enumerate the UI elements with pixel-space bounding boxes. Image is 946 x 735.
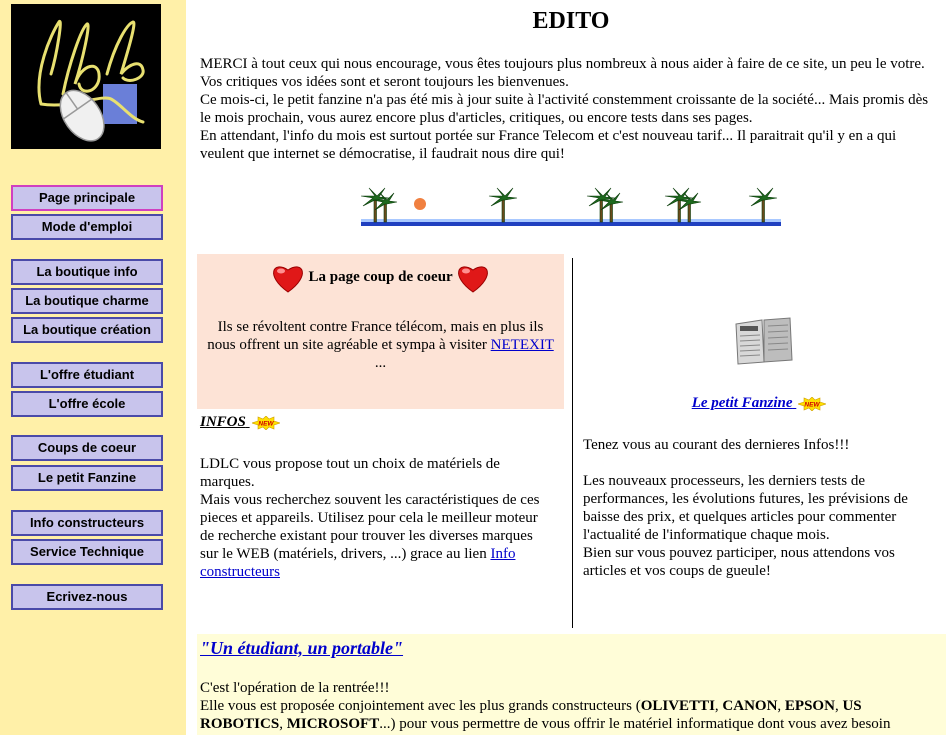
brand-olivetti: OLIVETTI <box>640 698 715 714</box>
palm-tree-banner <box>361 186 781 230</box>
coup-de-coeur-description: Ils se révoltent contre France télécom, mais en plus ils nous offrent un site agréable et sympa à visiter <box>207 319 544 353</box>
brand-epson: EPSON <box>784 698 835 714</box>
ldlc-logo[interactable] <box>11 4 161 149</box>
infos-heading <box>200 414 280 431</box>
nav-offre-ecole[interactable]: L'offre école <box>11 391 163 417</box>
fanzine-title: Le petit Fanzine <box>691 395 793 411</box>
nav-boutique-info[interactable]: La boutique info <box>11 259 163 285</box>
coup-de-coeur-text <box>205 318 556 372</box>
fanzine-paragraph-2: Les nouveaux processeurs, les derniers tests de performances, les évolutions futures, les prévisions de baisse des prix, et quelques articles pour commenter l'actualité de l'informatique chaque mois. <box>583 473 908 543</box>
edito-paragraph-3: En attendant, l'info du mois est surtout portée sur France Telecom et c'est nouveau tarif... Il paraitrait qu'il y en a qui veulent que internet se démocratise, il faudrait nous dire qui! <box>200 128 897 162</box>
etudiant-paragraph-2 <box>200 697 945 733</box>
heart-icon <box>271 262 305 294</box>
ellipsis-text: ... <box>374 355 387 371</box>
fanzine-paragraph-3: Bien sur vous pouvez participer, nous attendons vos articles et vos coups de gueule! <box>583 545 895 579</box>
nav-mode-emploi[interactable]: Mode d'emploi <box>11 214 163 240</box>
separator: , <box>834 698 843 714</box>
nav-coups-de-coeur[interactable]: Coups de coeur <box>11 435 163 461</box>
brand-microsoft: MICROSOFT <box>286 716 380 732</box>
coup-de-coeur-box <box>197 254 564 409</box>
separator: , <box>279 716 287 732</box>
etudiant-intro: Elle vous est proposée conjointement avec les plus grands constructeurs ( <box>200 698 641 714</box>
infos-paragraph-1: LDLC vous propose tout un choix de matériels de marques. <box>200 456 500 490</box>
brand-canon: CANON <box>722 698 778 714</box>
newspaper-icon[interactable] <box>734 316 794 366</box>
fanzine-text <box>583 436 938 580</box>
nav-page-principale[interactable]: Page principale <box>11 185 163 211</box>
new-badge-text: NEW <box>258 420 274 428</box>
nav-offre-etudiant[interactable]: L'offre étudiant <box>11 362 163 388</box>
new-badge-text: NEW <box>804 401 820 409</box>
heart-icon <box>456 262 490 294</box>
infos-link[interactable] <box>200 414 250 430</box>
nav-ecrivez-nous[interactable]: Ecrivez-nous <box>11 584 163 610</box>
nav-service-technique[interactable]: Service Technique <box>11 539 163 565</box>
infos-paragraph-2: Mais vous recherchez souvent les caractéristiques de ces pieces et appareils. Utilisez pour cela le meilleur moteur de recherche existant pour trouver les diverses marques sur le WEB (matériels, drivers, ...) grace au lien <box>200 492 540 562</box>
separator: , <box>777 698 785 714</box>
offre-etudiant-box <box>197 634 946 735</box>
nav-petit-fanzine[interactable]: Le petit Fanzine <box>11 465 163 491</box>
fanzine-link[interactable] <box>692 395 797 411</box>
fanzine-heading <box>584 395 934 412</box>
edito-paragraph-2: Ce mois-ci, le petit fanzine n'a pas été mis à jour suite à l'activité constemment croissante de la société... Mais promis dès le mois prochain, vous aurez encore plus d'articles, critiques, ou encore tests dans ses pages. <box>200 92 929 126</box>
nav-boutique-charme[interactable]: La boutique charme <box>11 288 163 314</box>
coup-de-coeur-title: La page coup de coeur <box>308 269 453 285</box>
etudiant-link[interactable]: "Un étudiant, un portable" <box>200 638 404 658</box>
edito-title: EDITO <box>532 8 610 34</box>
separator: , <box>714 698 723 714</box>
fanzine-paragraph-1: Tenez vous au courant des dernieres Infos!!! <box>583 437 850 453</box>
new-badge-icon <box>798 397 826 411</box>
infos-title: INFOS <box>200 414 246 430</box>
nav-boutique-creation[interactable]: La boutique création <box>11 317 163 343</box>
netexit-link[interactable]: NETEXIT <box>490 337 554 353</box>
edito-paragraph-1: MERCI à tout ceux qui nous encourage, vous êtes toujours plus nombreux à nous aider à faire de ce site, un peu le votre. Vos critiques vos idées sont et seront toujours les bienvenues. <box>200 56 925 90</box>
sidebar <box>0 0 186 735</box>
etudiant-text <box>200 679 945 733</box>
coup-de-coeur-heading <box>197 260 564 294</box>
brand-us-robotics: US ROBOTICS <box>200 698 862 732</box>
edito-text <box>200 55 936 163</box>
etudiant-heading <box>200 638 403 659</box>
main-content <box>186 0 946 735</box>
etudiant-outro: ...) pour vous permettre de vous offrir le matériel informatique dont vous avez besoin <box>379 716 891 732</box>
new-badge-icon <box>252 416 280 430</box>
infos-text <box>200 455 550 581</box>
nav-info-constructeurs[interactable]: Info constructeurs <box>11 510 163 536</box>
etudiant-paragraph-1: C'est l'opération de la rentrée!!! <box>200 680 390 696</box>
logo-graphic <box>11 4 161 149</box>
column-divider <box>572 258 573 628</box>
info-constructeurs-link[interactable]: Info constructeurs <box>200 546 516 580</box>
